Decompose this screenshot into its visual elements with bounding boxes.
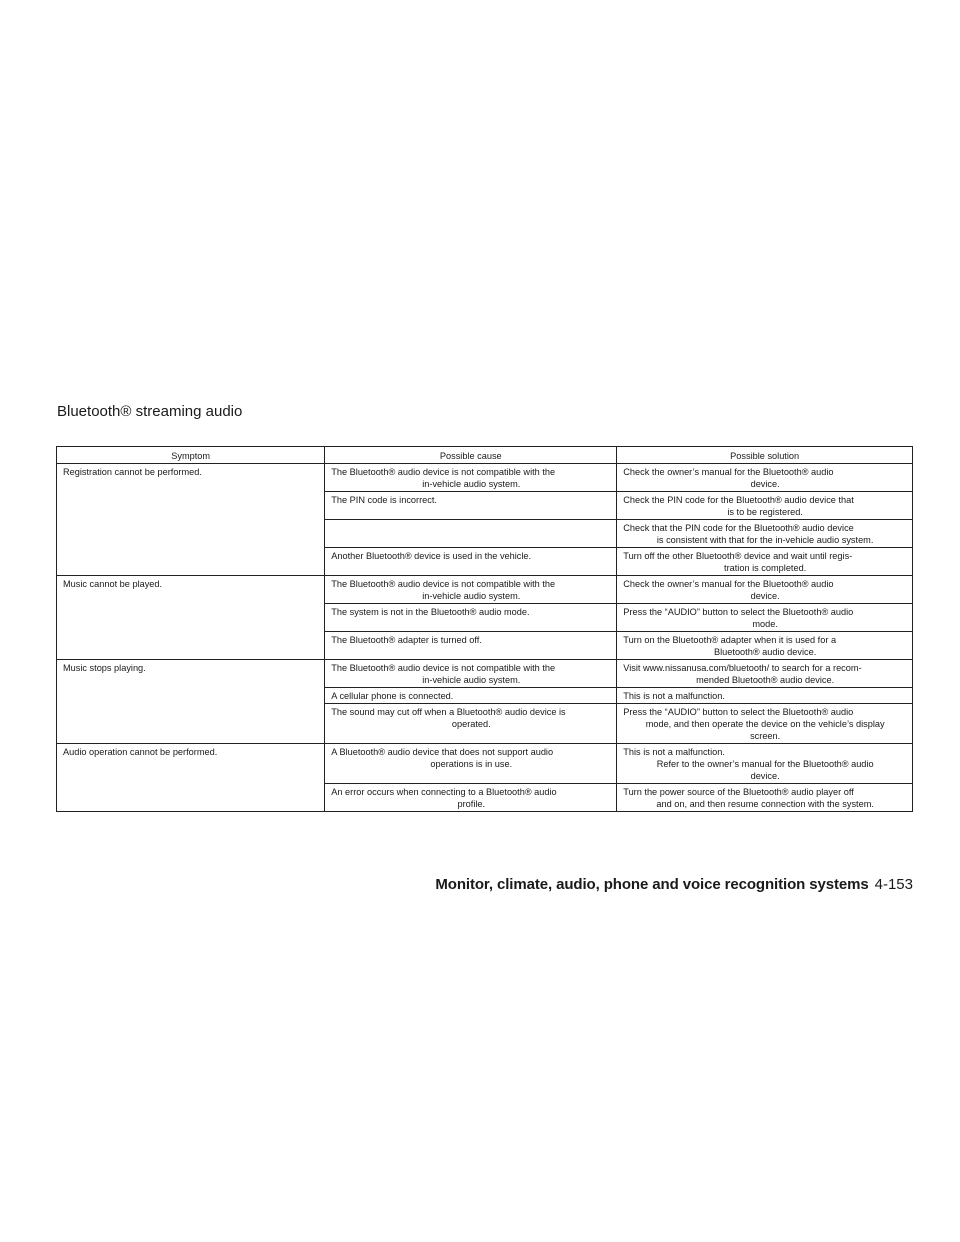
cause-cell [325,548,617,576]
solution-text-line: screen. [750,731,781,741]
solution-text-line: device. [750,591,780,601]
solution-cell [617,744,913,784]
solution-cell [617,632,913,660]
header-symptom: Symptom [57,447,325,464]
cause-text-line: in-vehicle audio system. [422,479,521,489]
symptom-text: Music stops playing. [63,663,146,673]
cause-cell [325,632,617,660]
solution-text-line: Refer to the owner’s manual for the Bluetooth® audio [656,759,874,769]
solution-cell [617,688,913,704]
header-possible-solution: Possible solution [617,447,913,464]
cause-cell [325,464,617,492]
solution-text-line: Press the “AUDIO” button to select the Bluetooth® audio [623,607,854,617]
solution-cell [617,704,913,744]
symptom-cell [57,744,325,812]
cause-text-line: The system is not in the Bluetooth® audio mode. [331,607,530,617]
solution-cell [617,660,913,688]
solution-cell [617,464,913,492]
solution-cell [617,548,913,576]
solution-text-line: This is not a malfunction. [623,691,725,701]
solution-text-line: Bluetooth® audio device. [714,647,817,657]
solution-text-line: mode, and then operate the device on the vehicle’s display [645,719,885,729]
header-possible-cause: Possible cause [325,447,617,464]
cause-cell [325,520,617,548]
cause-text-line: Another Bluetooth® device is used in the vehicle. [331,551,532,561]
cause-text-line: The Bluetooth® audio device is not compatible with the [331,579,556,589]
section-title: Bluetooth® streaming audio [57,403,243,420]
table-header-row [57,447,913,464]
symptom-cell [57,660,325,744]
cause-text-line: in-vehicle audio system. [422,675,521,685]
cause-text-line: The Bluetooth® audio device is not compatible with the [331,663,556,673]
cause-text-line: The PIN code is incorrect. [331,495,437,505]
solution-cell [617,784,913,812]
cause-text-line: The Bluetooth® adapter is turned off. [331,635,482,645]
solution-cell [617,520,913,548]
solution-text-line: device. [750,771,780,781]
cause-cell [325,576,617,604]
cause-text-line: An error occurs when connecting to a Bluetooth® audio [331,787,557,797]
solution-text-line: Turn off the other Bluetooth® device and wait until regis- [623,551,853,561]
page-footer [435,876,913,893]
solution-text-line: Turn the power source of the Bluetooth® audio player off [623,787,854,797]
solution-text-line: device. [750,479,780,489]
table-row [57,464,913,492]
solution-text-line: Check the PIN code for the Bluetooth® audio device that [623,495,854,505]
page-number: 4-153 [874,876,913,893]
cause-text-line: A Bluetooth® audio device that does not support audio [331,747,554,757]
cause-cell [325,492,617,520]
cause-cell [325,660,617,688]
cause-text-line: operations is in use. [430,759,513,769]
cause-text-line: A cellular phone is connected. [331,691,454,701]
chapter-title: Monitor, climate, audio, phone and voice recognition systems [435,876,869,893]
cause-cell [325,688,617,704]
solution-text-line: Check the owner’s manual for the Bluetooth® audio [623,579,834,589]
cause-cell [325,784,617,812]
solution-text-line: This is not a malfunction. [623,747,725,757]
cause-text-line: in-vehicle audio system. [422,591,521,601]
solution-cell [617,604,913,632]
solution-text-line: Check the owner’s manual for the Bluetooth® audio [623,467,834,477]
table-row [57,660,913,688]
solution-cell [617,492,913,520]
solution-text-line: tration is completed. [724,563,807,573]
solution-text-line: mode. [752,619,778,629]
symptom-text: Registration cannot be performed. [63,467,202,477]
solution-text-line: is consistent with that for the in-vehicle audio system. [656,535,874,545]
symptom-cell [57,464,325,576]
cause-cell [325,704,617,744]
cause-cell [325,604,617,632]
symptom-cell [57,576,325,660]
solution-text-line: Visit www.nissanusa.com/bluetooth/ to search for a recom- [623,663,862,673]
cause-text-line: The sound may cut off when a Bluetooth® audio device is [331,707,566,717]
solution-text-line: is to be registered. [727,507,803,517]
solution-text-line: Turn on the Bluetooth® adapter when it is used for a [623,635,837,645]
table-row [57,576,913,604]
solution-text-line: Check that the PIN code for the Bluetooth® audio device [623,523,854,533]
cause-text-line: The Bluetooth® audio device is not compatible with the [331,467,556,477]
table-body [57,464,913,812]
symptom-text: Music cannot be played. [63,579,163,589]
solution-cell [617,576,913,604]
solution-text-line: Press the “AUDIO” button to select the Bluetooth® audio [623,707,854,717]
table-row [57,744,913,784]
cause-text-line: operated. [451,719,491,729]
cause-cell [325,744,617,784]
symptom-text: Audio operation cannot be performed. [63,747,218,757]
solution-text-line: and on, and then resume connection with the system. [656,799,874,809]
solution-text-line: mended Bluetooth® audio device. [696,675,835,685]
troubleshooting-table [56,446,913,812]
cause-text-line: profile. [457,799,486,809]
